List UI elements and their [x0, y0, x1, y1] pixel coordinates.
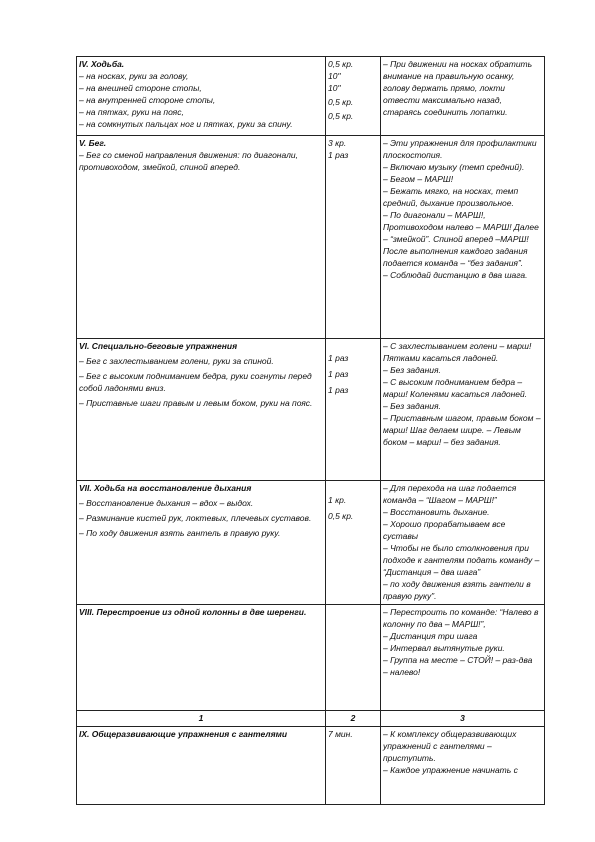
dosage-value: 0,5 кр.: [328, 59, 354, 69]
exercise-item: – на внутренней стороне стопы,: [79, 95, 216, 105]
exercise-item: – Восстановление дыхания – вдох – выдох.: [79, 498, 254, 508]
note-item: – С захлестыванием голени – марш! Пятками касаться ладоней.: [383, 341, 532, 363]
note-item: – Приставным шагом, правым боком – марш! Шаг делаем шире. – Левым боком – марш! – без задания.: [383, 413, 541, 447]
exercise-item: – на пятках, руки на пояс,: [79, 107, 184, 117]
note-item: – Интервал вытянутые руки.: [383, 643, 505, 653]
dosage-cell: [326, 481, 381, 605]
note-item: – Соблюдай дистанцию в два шага.: [383, 270, 528, 280]
exercise-item: – Бег с захлестыванием голени, руки за спиной.: [79, 356, 274, 366]
note-item: – Бежать мягко, на носках, темп средний, дыхание произвольное.: [383, 186, 519, 208]
section-row-breathing: [77, 481, 545, 605]
exercise-item: – Бег со сменой направления движения: по диагонали, противоходом, змейкой, спиной вперед.: [79, 150, 299, 172]
section-title: IV. Ходьба.: [79, 59, 125, 69]
note-item: – Без задания.: [383, 365, 441, 375]
note-item: – налево!: [383, 667, 421, 677]
dosage-value: 7 мин.: [328, 729, 353, 739]
note-item: – Дистанция три шага: [383, 631, 478, 641]
note-item: – Каждое упражнение начинать с: [383, 765, 518, 775]
note-item: – Бегом – МАРШ!: [383, 174, 454, 184]
notes-cell: [381, 481, 545, 605]
column-number: 1: [77, 711, 326, 727]
exercise-cell: [77, 481, 326, 605]
note-item: – К комплексу общеразвивающих упражнений с гантелями – приступить.: [383, 729, 517, 763]
section-title: V. Бег.: [79, 138, 107, 148]
exercise-item: – Бег с высоким подниманием бедра, руки согнуты перед собой ладонями вниз.: [79, 371, 312, 393]
section-row-dumbbells: [77, 727, 545, 805]
notes-cell: [381, 605, 545, 711]
dosage-cell: [326, 57, 381, 136]
notes-cell: [381, 136, 545, 339]
section-title: IX. Общеразвивающие упражнения с гантелями: [79, 729, 288, 739]
notes-cell: [381, 339, 545, 481]
note-item: – Группа на месте – СТОЙ! – раз-два: [383, 655, 533, 665]
column-number: 3: [381, 711, 545, 727]
dosage-value: 10": [328, 83, 341, 93]
note-item: – С высоким подниманием бедра – марш! Коленями касаться ладоней.: [383, 377, 528, 399]
dosage-value: 1 раз: [328, 369, 349, 379]
exercise-cell: [77, 605, 326, 711]
exercise-cell: [77, 339, 326, 481]
lesson-plan-table: [76, 56, 545, 805]
dosage-value: 1 раз: [328, 353, 349, 363]
section-title: VII. Ходьба на восстановление дыхания: [79, 483, 252, 493]
section-row-rebuilding: [77, 605, 545, 711]
column-number: 2: [326, 711, 381, 727]
dosage-value: 1 раз: [328, 385, 349, 395]
exercise-cell: [77, 57, 326, 136]
dosage-value: 0,5 кр.: [328, 111, 354, 121]
section-row-running: [77, 136, 545, 339]
note-item: – Эти упражнения для профилактики плоскостопия.: [383, 138, 537, 160]
exercise-item: – Приставные шаги правым и левым боком, руки на пояс.: [79, 398, 313, 408]
exercise-cell: [77, 727, 326, 805]
dosage-value: 3 кр.: [328, 138, 347, 148]
note-item: – Включаю музыку (темп средний).: [383, 162, 525, 172]
dosage-cell: [326, 727, 381, 805]
note-item: – Без задания.: [383, 401, 441, 411]
dosage-cell: [326, 339, 381, 481]
notes-cell: [381, 727, 545, 805]
note-item: – по ходу движения взять гантели в правую руку”.: [383, 579, 531, 601]
section-row-walking: [77, 57, 545, 136]
note-item: – Для перехода на шаг подается команда – “Шагом – МАРШ!”: [383, 483, 517, 505]
dosage-value: 1 кр.: [328, 495, 347, 505]
dosage-cell: [326, 136, 381, 339]
dosage-value: 10": [328, 71, 341, 81]
exercise-item: – на внешней стороне стопы,: [79, 83, 202, 93]
exercise-item: – Разминание кистей рук, локтевых, плечевых суставов.: [79, 513, 312, 523]
section-title: VI. Специально-беговые упражнения: [79, 341, 238, 351]
note-item: – По диагонали – МАРШ!, Противоходом налево – МАРШ! Далее – “змейкой”. Спиной вперед –МАРШ! После выполнения каждого задания подается команда – “без задания”.: [383, 210, 539, 268]
dosage-value: 1 раз: [328, 150, 349, 160]
dosage-cell: [326, 605, 381, 711]
dosage-value: 0,5 кр.: [328, 511, 354, 521]
exercise-item: – По ходу движения взять гантель в правую руку.: [79, 528, 281, 538]
note-item: – Чтобы не было столкновения при подходе к гантелям подать команду – “Дистанция – два шага”: [383, 543, 540, 577]
notes-cell: [381, 57, 545, 136]
dosage-value: 0,5 кр.: [328, 97, 354, 107]
column-number-row: [77, 711, 545, 727]
note-item: – Восстановить дыхание.: [383, 507, 490, 517]
exercise-item: – на сомкнутых пальцах ног и пятках, руки за спину.: [79, 119, 293, 129]
section-row-special-running: [77, 339, 545, 481]
section-title: VIII. Перестроение из одной колонны в две шеренги.: [79, 607, 307, 617]
exercise-cell: [77, 136, 326, 339]
note-item: – Хорошо прорабатываем все суставы: [383, 519, 506, 541]
note-item: – Перестроить по команде: “Налево в колонну по два – МАРШ!”,: [383, 607, 539, 629]
note-item: – При движении на носках обратить внимание на правильную осанку, голову держать прямо, локти отвести максимально назад, стараясь соединить лопатки.: [383, 59, 533, 117]
exercise-item: – на носках, руки за голову,: [79, 71, 189, 81]
